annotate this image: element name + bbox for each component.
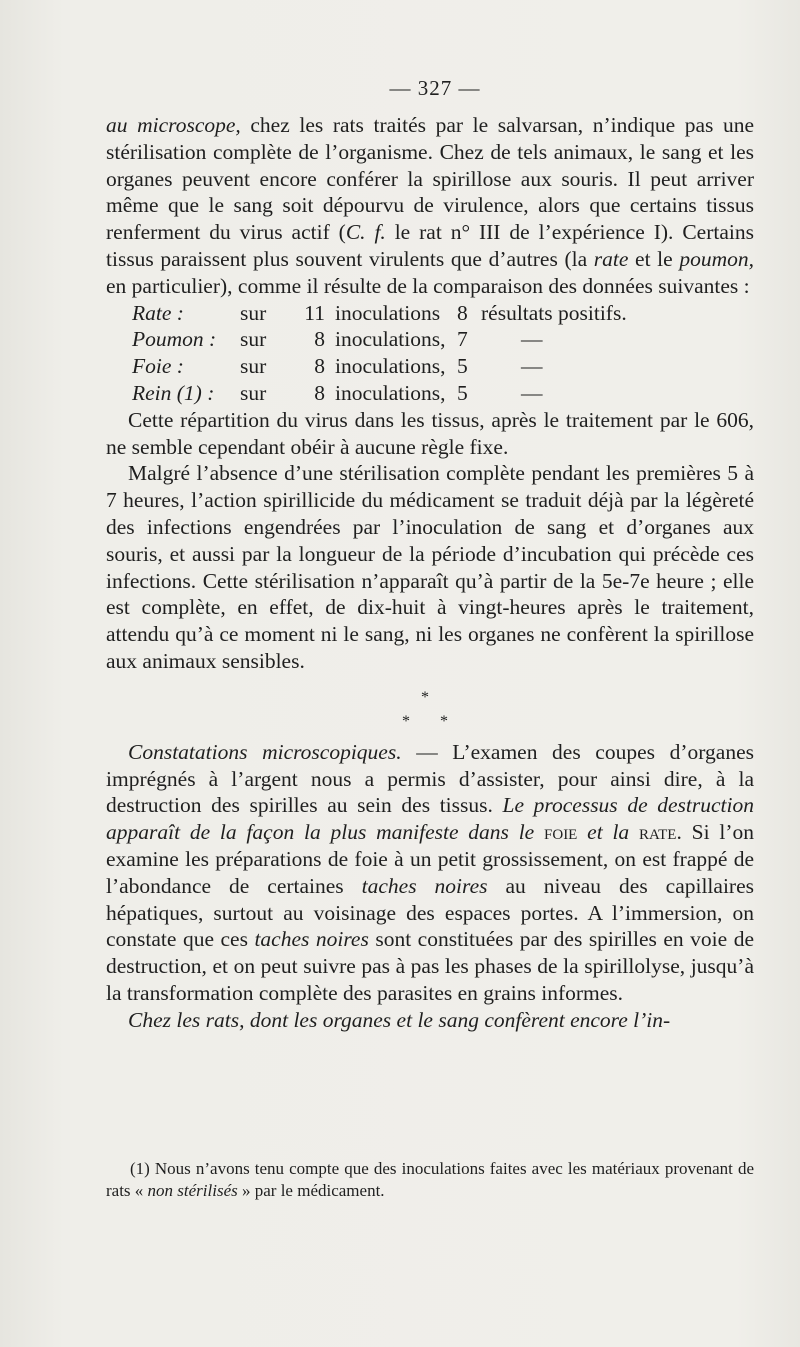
italic-text: Chez les rats, dont les organes et le sang confèrent encore l’in- (128, 1007, 671, 1032)
result-label-cell: résultats positifs. (481, 300, 627, 325)
organ-cell: Foie : (132, 354, 184, 379)
inoculations-cell: inoculations, (335, 327, 446, 352)
asterisk-top: * (421, 688, 429, 706)
text-run: sont constituées par des spirilles en voie de destruction, et on peut suivre pas à pas les phases de la spirillolyse, jusqu’à la transformation complète des parasites en grains informes. (106, 927, 754, 1005)
inoculations-cell: inoculations, (335, 354, 446, 379)
table-row (106, 326, 754, 353)
smallcaps-text: foie (544, 820, 578, 845)
count-cell: 8 (314, 354, 325, 379)
paragraph-virulence (106, 112, 754, 300)
footnote (106, 1158, 754, 1202)
italic-text: taches noires (361, 873, 488, 898)
count-cell: 11 (304, 300, 325, 325)
footnote-text (106, 1158, 754, 1202)
text-run: au niveau des capillaires hépatiques, surtout au voisinage des espaces portes. A l’immersion, on constate que ces (106, 873, 754, 952)
result-label-cell: — (521, 327, 543, 352)
result-label-cell: — (521, 354, 543, 379)
count-cell: 8 (314, 380, 325, 405)
section-separator (106, 675, 754, 729)
text-run: » par le médicament. (237, 1181, 385, 1200)
paragraph-sterilisation: Malgré l’absence d’une stérilisation complète pendant les premières 5 à 7 heures, l’action spirillicide du médicament se traduit déjà par la légèreté des infections engendrées par l’inoculation de sang et d’organes aux souris, et aussi par la longueur de la période d’incubation qui précède ces infections. Cette stérilisation n’apparaît qu’à partir de la 5e-7e heure ; elle est complète, en effet, de dix-huit à vingt-heures après le traitement, attendu qu’à ce moment ni le sang, ni les organes ne confèrent la spirillose aux animaux sensibles. (106, 461, 754, 673)
italic-text: C. f. (345, 220, 386, 245)
italic-text: au microscope, (106, 113, 241, 137)
text-run: en particulier), comme il résulte de la comparaison des données suivantes : (106, 273, 750, 298)
result-count-cell: 8 (457, 300, 468, 325)
asterisk-left: * (402, 712, 410, 730)
inoculations-cell: inoculations, (335, 380, 446, 405)
text-run: — L’examen des coupes d’organes imprégnés à l’argent nous a permis d’assister, pour ainsi dire, à la destruction des spirilles au sein des tissus. (106, 739, 754, 818)
sur-cell: sur (240, 380, 267, 405)
result-count-cell: 5 (457, 380, 468, 405)
page-number: — 327 — (389, 76, 481, 100)
table-row (106, 380, 754, 407)
italic-text: poumon, (679, 246, 754, 271)
result-count-cell: 5 (457, 354, 468, 379)
text-run: (1) Nous n’avons tenu compte que des inoculations faites avec les matériaux provenant de rats « (106, 1159, 754, 1200)
paragraph-repartition: Cette répartition du virus dans les tissus, après le traitement par le 606, ne semble cependant obéir à aucune règle fixe. (106, 407, 754, 459)
sur-cell: sur (240, 354, 267, 379)
organ-cell: Rein (1) : (132, 380, 215, 405)
italic-text: rate (593, 246, 629, 271)
section-heading: Constatations microscopiques. (128, 739, 402, 764)
italic-text: taches noires (254, 927, 369, 952)
italic-text: et la (577, 820, 639, 845)
result-label-cell: — (521, 380, 543, 405)
organ-cell: Poumon : (132, 327, 217, 352)
paragraph-microscopic (106, 739, 754, 1007)
inoculations-cell: inoculations (335, 300, 441, 325)
italic-text: non stérilisés (147, 1181, 238, 1200)
body-text (106, 112, 754, 1034)
sur-cell: sur (240, 327, 267, 352)
text-run: . Si l’on examine les préparations de foie à un petit grossissement, on est frappé de l’abondance de certaines (106, 820, 754, 898)
inoculation-table (106, 300, 754, 407)
text-run: le rat n° III de l’expérience I). Certains tissus paraissent plus souvent virulents que d’autres (la (106, 220, 754, 271)
table-row (106, 300, 754, 327)
paragraph-rats (106, 1007, 754, 1034)
result-count-cell: 7 (457, 327, 468, 352)
text-run: chez les rats traités par le salvarsan, n’indique pas une stérilisation complète de l’organisme. Chez de tels animaux, le sang et les organes peuvent encore conférer la spirillose aux souris. Il peut arriver même que le sang soit dépourvu de virulence, alors que certains tissus renferment du virus actif ( (106, 113, 754, 245)
table-row (106, 353, 754, 380)
italic-text: Le processus de destruction apparaît de la façon la plus manifeste dans le (106, 793, 754, 845)
organ-cell: Rate : (132, 300, 184, 325)
asterisk-right: * (440, 712, 448, 730)
text-run: et le (628, 246, 680, 271)
smallcaps-text: rate (638, 820, 677, 845)
count-cell: 8 (314, 327, 325, 352)
sur-cell: sur (240, 300, 267, 325)
